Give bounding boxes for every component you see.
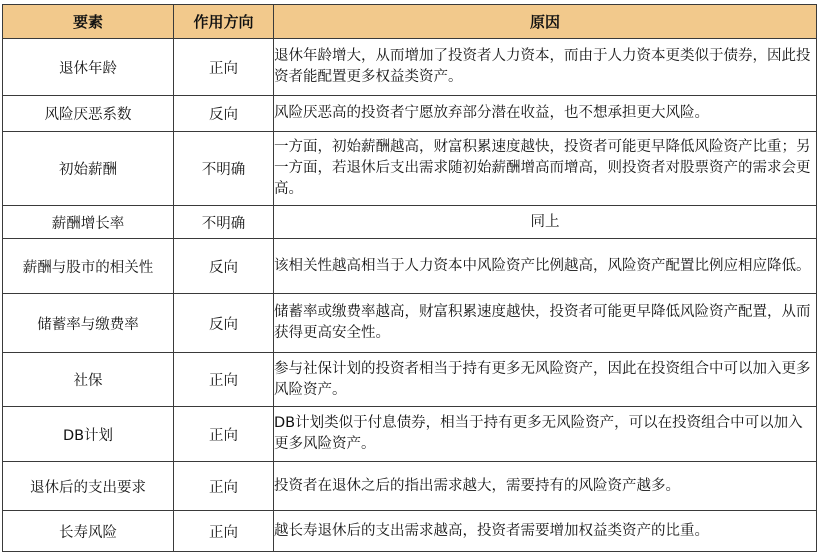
- reason-cell: 一方面，初始薪酬越高，财富积累速度越快，投资者可能更早降低风险资产比重；另一方面，若退休后支出需求随初始薪酬增高而增高，则投资者对股票资产的需求会更高。: [274, 132, 817, 206]
- factor-cell: DB计划: [3, 407, 174, 462]
- table-row: [3, 407, 817, 462]
- direction-cell: 正向: [174, 39, 274, 96]
- reason-cell: 同上: [274, 206, 817, 239]
- direction-cell: 正向: [174, 462, 274, 511]
- header-row: [3, 5, 817, 39]
- direction-cell: 正向: [174, 407, 274, 462]
- header-reason: 原因: [274, 5, 817, 39]
- header-factor: 要素: [3, 5, 174, 39]
- factor-cell: 风险厌恶系数: [3, 96, 174, 132]
- direction-cell: 不明确: [174, 132, 274, 206]
- table-row: [3, 96, 817, 132]
- table-row: [3, 239, 817, 294]
- table-row: [3, 462, 817, 511]
- table-row: [3, 511, 817, 552]
- header-direction: 作用方向: [174, 5, 274, 39]
- table-row: [3, 294, 817, 353]
- table-row: [3, 39, 817, 96]
- factor-cell: 退休后的支出要求: [3, 462, 174, 511]
- table-row: [3, 132, 817, 206]
- reason-cell: 参与社保计划的投资者相当于持有更多无风险资产，因此在投资组合中可以加入更多风险资产。: [274, 353, 817, 407]
- table-row: [3, 353, 817, 407]
- factor-cell: 退休年龄: [3, 39, 174, 96]
- factor-cell: 储蓄率与缴费率: [3, 294, 174, 353]
- reason-cell: DB计划类似于付息债券，相当于持有更多无风险资产，可以在投资组合中可以加入更多风险资产。: [274, 407, 817, 462]
- direction-cell: 正向: [174, 511, 274, 552]
- reason-cell: 风险厌恶高的投资者宁愿放弃部分潜在收益，也不想承担更大风险。: [274, 96, 817, 132]
- factor-cell: 长寿风险: [3, 511, 174, 552]
- reason-cell: 储蓄率或缴费率越高，财富积累速度越快，投资者可能更早降低风险资产配置，从而获得更高安全性。: [274, 294, 817, 353]
- reason-cell: 越长寿退休后的支出需求越高，投资者需要增加权益类资产的比重。: [274, 511, 817, 552]
- factor-cell: 薪酬与股市的相关性: [3, 239, 174, 294]
- factor-cell: 初始薪酬: [3, 132, 174, 206]
- table-row: [3, 206, 817, 239]
- direction-cell: 反向: [174, 294, 274, 353]
- factor-table: [2, 4, 817, 552]
- direction-cell: 反向: [174, 239, 274, 294]
- factor-cell: 社保: [3, 353, 174, 407]
- reason-cell: 投资者在退休之后的指出需求越大，需要持有的风险资产越多。: [274, 462, 817, 511]
- direction-cell: 正向: [174, 353, 274, 407]
- reason-cell: 该相关性越高相当于人力资本中风险资产比例越高，风险资产配置比例应相应降低。: [274, 239, 817, 294]
- reason-cell: 退休年龄增大，从而增加了投资者人力资本，而由于人力资本更类似于债券，因此投资者能配置更多权益类资产。: [274, 39, 817, 96]
- direction-cell: 反向: [174, 96, 274, 132]
- direction-cell: 不明确: [174, 206, 274, 239]
- factor-cell: 薪酬增长率: [3, 206, 174, 239]
